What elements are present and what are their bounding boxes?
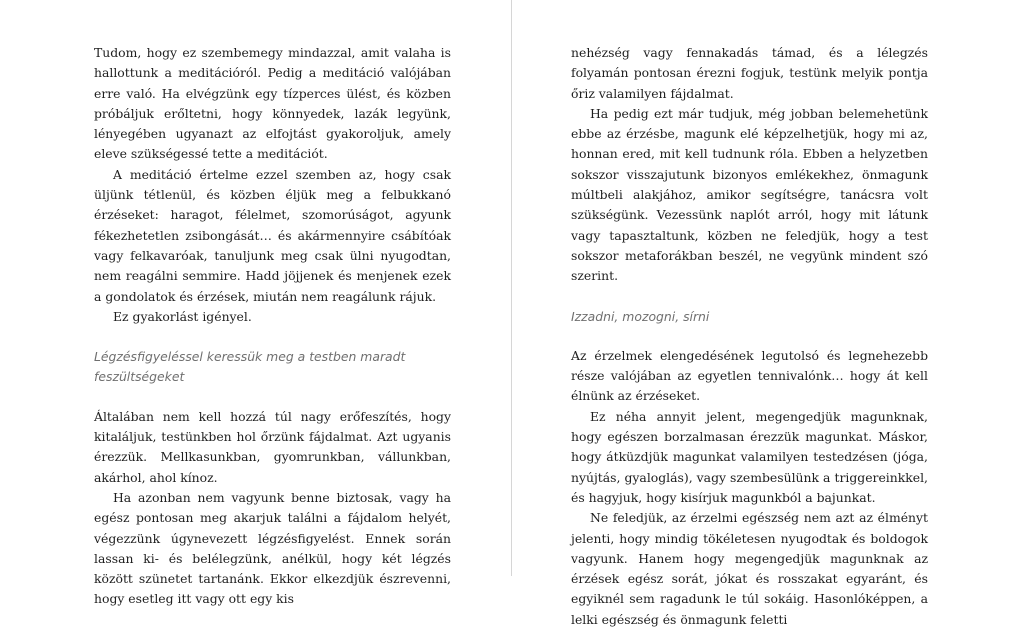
left-paragraph-4: Általában nem kell hozzá túl nagy erőfeszítés, hogy kitaláljuk, testünkben hol őrzünk fájdalmat. Azt ugyanis érezzük. Mellkasunkban, gyomrunkban, vállunkban, akárhol, ahol kínoz. bbox=[94, 408, 451, 485]
left-section-heading: Légzésfigyeléssel keressük meg a testben maradt feszültségeket bbox=[94, 349, 406, 385]
right-page bbox=[571, 43, 928, 630]
left-page bbox=[94, 43, 451, 610]
left-paragraph-3: Ez gyakorlást igényel. bbox=[113, 308, 252, 324]
right-paragraph-5: Ne feledjük, az érzelmi egészség nem azt az élményt jelenti, hogy mindig tökéletesen nyugodtak és boldogok vagyunk. Hanem hogy megengedjük magunknak az érzések egész sorát, jókat és rosszakat egyaránt, és egyiknél sem ragadunk le túl sokáig. Hasonlóképpen, a lelki egészség és önmagunk feletti bbox=[571, 510, 928, 627]
right-paragraph-4: Ez néha annyit jelent, megengedjük magunknak, hogy egészen borzalmasan érezzük magunkat. Máskor, hogy átküzdjük magunkat valamilyen testedzésen (jóga, nyújtás, gyaloglás), vagy szembesülünk a triggereinkkel, és hagyjuk, hogy kisírjuk magunkból a bajunkat. bbox=[571, 408, 928, 505]
page-gutter-divider bbox=[511, 0, 512, 576]
left-paragraph-1: Tudom, hogy ez szembemegy mindazzal, amit valaha is hallottunk a meditációról. Pedig a meditáció valójában erre való. Ha elvégzünk egy tízperces ülést, és közben próbáljuk erőltetni, hogy könnyedek, lazák legyünk, lényegében ugyanazt az elfojtást gyakoroljuk, amely eleve szükségessé tette a meditációt. bbox=[94, 45, 451, 162]
right-paragraph-3: Az érzelmek elengedésének legutolsó és legnehezebb része valójában az egyetlen tennivalónk… hogy át kell élnünk az érzéseket. bbox=[571, 347, 928, 404]
right-paragraph-1: nehézség vagy fennakadás támad, és a lélegzés folyamán pontosan érezni fogjuk, testünk melyik pontja őriz valamilyen fájdalmat. bbox=[571, 45, 928, 101]
right-paragraph-2: Ha pedig ezt már tudjuk, még jobban belemehetünk ebbe az érzésbe, magunk elé képzelhetjük, hogy mi az, honnan ered, mit kell tudnunk róla. Ebben a helyzetben sokszor visszajutunk bizonyos emlékekhez, önmagunk múltbeli alakjához, amikor segítségre, tanácsra volt szükségünk. Vezessünk naplót arról, hogy mit látunk vagy tapasztaltunk, közben ne feledjük, hogy a test sokszor metaforákban beszél, ne vegyünk mindent szó szerint. bbox=[571, 105, 928, 284]
left-paragraph-2: A meditáció értelme ezzel szemben az, hogy csak üljünk tétlenül, és közben éljük meg a felbukkanó érzéseket: haragot, félelmet, szomorúságot, agyunk fékezhetetlen zsibongását… és akármennyire csábítóak vagy felkavaróak, tanuljunk meg csak ülni nyugodtan, nem reagálni semmire. Hadd jöjjenek és menjenek ezek a gondolatok és érzések, miután nem reagálunk rájuk. bbox=[94, 166, 451, 304]
left-paragraph-5: Ha azonban nem vagyunk benne biztosak, vagy ha egész pontosan meg akarjuk találni a fájdalom helyét, végezzünk úgynevezett légzésfigyelést. Ennek során lassan ki- és belélegzünk, anélkül, hogy két légzés között szünetet tartanánk. Ekkor elkezdjük észrevenni, hogy esetleg itt vagy ott egy kis bbox=[94, 489, 451, 607]
right-section-heading: Izzadni, mozogni, sírni bbox=[571, 308, 710, 324]
